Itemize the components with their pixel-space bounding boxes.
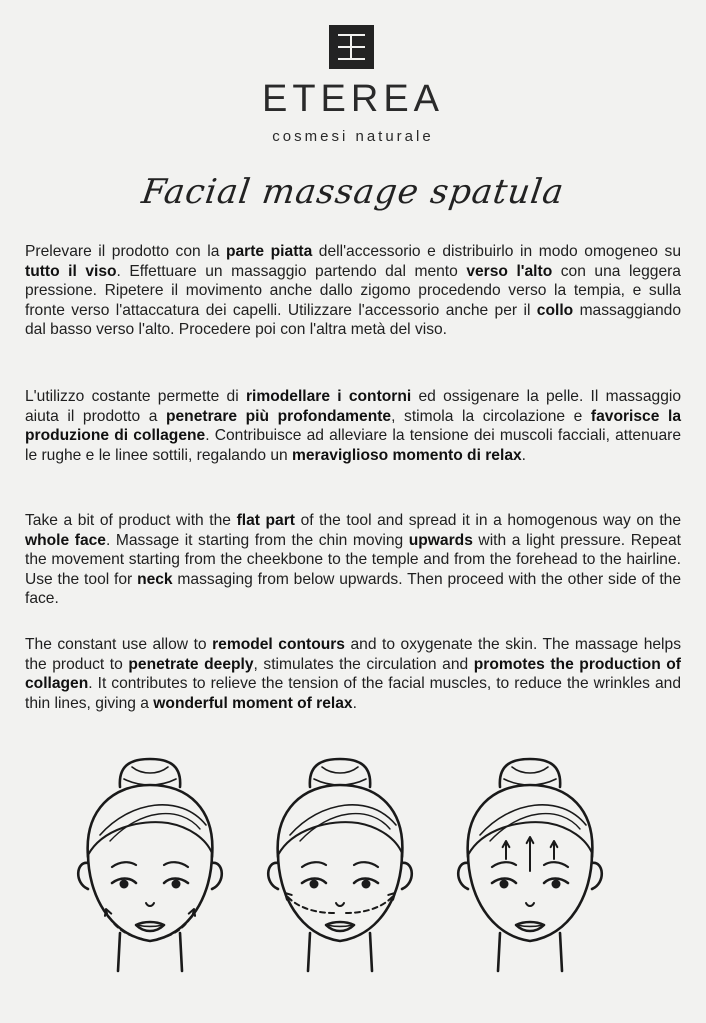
face-cheekbone-massage <box>268 759 412 971</box>
body-text: dell'accessorio e distribuirlo in modo omogeneo su <box>312 243 681 260</box>
body-text: The constant use allow to <box>25 636 213 653</box>
brand-tagline: cosmesi naturale <box>272 128 434 145</box>
page-title: Facial massage spatula <box>139 172 567 212</box>
highlight-text: parte piatta <box>225 243 313 260</box>
body-text: massaggiando dal basso verso l'alto. Procedere poi con l'altra metà del viso. <box>25 301 681 338</box>
brand-name: ETEREA <box>261 78 445 120</box>
body-text: . <box>521 446 527 464</box>
massage-illustrations <box>0 745 706 1023</box>
massage-direction-arrows <box>503 837 558 871</box>
paragraph-en-instructions <box>25 511 681 609</box>
paragraph-en-benefits <box>25 635 681 713</box>
paragraph-it-instructions <box>25 242 681 340</box>
body-text: . It contributes to relieve the tension of the facial muscles, to reduce the wrinkles and thin lines, giving a <box>25 675 681 712</box>
face-chin-massage <box>78 759 222 971</box>
body-text: . Effettuare un massaggio partendo dal mento <box>116 262 467 280</box>
highlight-text: penetrare più profondamente <box>165 407 392 425</box>
body-text: massaging from below upwards. Then proceed with the other side of the face. <box>25 570 681 607</box>
highlight-text: wonderful moment of relax <box>153 694 353 712</box>
paragraph-it-benefits <box>25 387 681 465</box>
highlight-text: remodel contours <box>212 636 345 653</box>
body-text: . Massage it starting from the chin moving <box>105 531 409 549</box>
body-text: Prelevare il prodotto con la <box>25 243 226 260</box>
logo-mark <box>329 25 374 69</box>
highlight-text: penetrate deeply <box>128 655 254 673</box>
highlight-text: favorisce la produzione di collagene <box>25 407 681 444</box>
highlight-text: rimodellare i contorni <box>245 388 412 405</box>
highlight-text: collo <box>536 301 574 319</box>
massage-direction-arrows <box>105 909 195 939</box>
body-text: and to oxygenate the skin. The massage helps the product to <box>25 636 681 673</box>
body-text: Take a bit of product with the <box>25 512 237 529</box>
body-text: . <box>352 694 357 712</box>
massage-direction-arrows <box>285 893 395 913</box>
highlight-text: neck <box>137 570 173 588</box>
body-text: with a light pressure. Repeat the movement starting from the cheekbone to the temple and from the forehead to the hairline. Use the tool for <box>25 531 681 588</box>
highlight-text: upwards <box>408 531 473 549</box>
highlight-text: flat part <box>236 512 295 529</box>
body-text: con una leggera pressione. Ripetere il movimento anche dallo zigomo procedendo verso la tempia, e sulla fronte verso l'attaccatura dei capelli. Utilizzare l'accessorio anche per il <box>25 262 681 319</box>
body-text: , stimola la circolazione e <box>391 407 591 425</box>
face-forehead-massage <box>458 759 602 971</box>
body-text: , stimulates the circulation and <box>253 655 474 673</box>
highlight-text: verso l'alto <box>466 262 553 280</box>
highlight-text: meraviglioso momento di relax <box>292 446 522 464</box>
body-text: ed ossigenare la pelle. Il massaggio aiuta il prodotto a <box>25 388 681 425</box>
highlight-text: tutto il viso <box>25 262 117 280</box>
highlight-text: promotes the production of collagen <box>25 655 681 692</box>
body-text: L'utilizzo costante permette di <box>25 388 246 405</box>
body-text: of the tool and spread it in a homogenous way on the <box>295 512 681 529</box>
body-text: . Contribuisce ad alleviare la tensione dei muscoli facciali, attenuare le rughe e le linee sottili, regalando un <box>25 427 681 464</box>
highlight-text: whole face <box>25 531 106 549</box>
